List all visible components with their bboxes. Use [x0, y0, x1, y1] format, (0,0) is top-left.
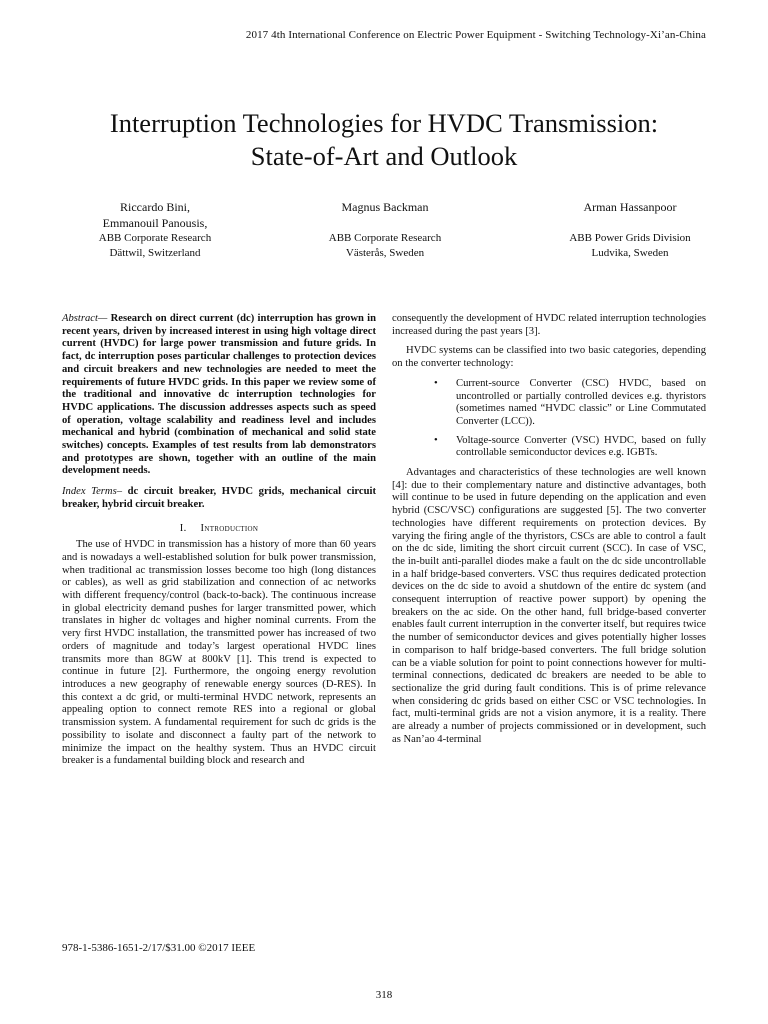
author-affiliation: ABB Corporate Research	[98, 232, 212, 244]
author-affiliation: ABB Corporate Research	[328, 232, 442, 244]
author-name: Riccardo Bini,	[120, 200, 190, 214]
author-name: Magnus Backman	[341, 200, 429, 214]
section-number: I.	[179, 522, 187, 534]
right-column	[392, 313, 706, 754]
bullet-icon: •	[434, 434, 438, 446]
author-location: Västerås, Sweden	[345, 247, 425, 259]
author-1	[60, 199, 250, 261]
author-affiliation: ABB Power Grids Division	[569, 232, 691, 244]
intro-paragraph: The use of HVDC in transmission has a history of more than 60 years and is nowadays a well-established solution for bulk power transmission, when traditional ac transmission losses become too high (long distances or cables), as well as grid stabilization and connection of ac networks with different frequency/control (back-to-back). The continuous increase in global electricity demand pushes for larger transmitted power, which translates in higher dc voltages and higher nominal currents. From the very first HVDC installation, the transmitted power has increased of two orders of magnitude and today’s largest operational HVDC lines transmits more than 8GW at 800kV [1]. This trend is expected to continue in future [2]. Furthermore, the ongoing energy revolution introduces a new geography of renewable energy sources (D-RES). In this context a dc grid, or multi-terminal HVDC network, represents an appealing option to connect remote RES into a regional or global transmission system. A fundamental requirement for such dc grids is the possibility to isolate and disconnect a faulty part of the network to minimize the impact on the healthy system. Thus an HVDC circuit breaker is a fundamental building block and research and	[62, 539, 376, 767]
list-item-text: Current-source Converter (CSC) HVDC, based on uncontrolled or partially controlled devices e.g. thyristors (sometimes named “HVDC classic” or Line Commutated Converter (LCC)).	[456, 377, 706, 427]
author-2	[290, 199, 480, 261]
abstract-lead: Abstract—	[62, 313, 108, 324]
list-item	[392, 378, 706, 429]
index-terms	[62, 486, 376, 511]
index-terms-text: dc circuit breaker, HVDC grids, mechanical circuit breaker, hybrid circuit breaker.	[62, 486, 376, 510]
conference-header: 2017 4th International Conference on Electric Power Equipment - Switching Technology-Xi’an-China	[245, 29, 706, 41]
author-location: Ludvika, Sweden	[591, 247, 669, 259]
section-heading-introduction	[62, 523, 376, 536]
paragraph: Advantages and characteristics of these technologies are well known [4]: due to their complementary nature and distinctive advantages, both will continue to be used in future depending on the application and even hybrid (CSC/VSC) configurations are suggested [5]. The two converter technologies have different requirements on protection devices. By varying the firing angle of the thyristors, CSCs are able to control a fault on the dc side, limiting the short circuit current (SCC). In case of VSC, the in-built anti-parallel diodes make a fault on the dc side uncontrollable in a half bridge-based converters. VSC thus requires dedicated protection devices on the dc side to avoid a shutdown of the entire dc system (and consequent interruption of reactive power support) by opening the breakers on the ac side. On the other hand, full bridge-based converter enables fault current interruption in the converter itself, but requires twice the number of semiconductor devices and gives potentially higher losses in comparison to half bridge-based converters. The full bridge solution can be a viable solution for point to point connections however for multi-terminal connections, dedicated dc breakers are needed to be able to sectionalize the grid during fault conditions. This is of prime relevance when considering dc grids based on either CSC or VSC technologies. In fact, multi-terminal grids are not a vision anymore, it is a reality. There are already a number of projects commissioned or in development, such as Nan’ao 4-terminal	[392, 467, 706, 745]
index-terms-lead: Index Terms–	[62, 486, 122, 498]
author-block	[0, 199, 768, 269]
author-location: Dättwil, Switzerland	[109, 247, 201, 259]
list-item-text: Voltage-source Converter (VSC) HVDC, based on fully controllable semiconductor devices e.g. IGBTs.	[456, 434, 706, 459]
abstract	[62, 313, 376, 478]
page-number: 318	[375, 989, 393, 1001]
section-title: Introduction	[200, 522, 259, 534]
left-column	[62, 313, 376, 775]
copyright-footer: 978-1-5386-1651-2/17/$31.00 ©2017 IEEE	[62, 942, 256, 954]
title-line-1: Interruption Technologies for HVDC Transmission:	[109, 108, 659, 138]
bullet-icon: •	[434, 377, 438, 389]
paragraph: HVDC systems can be classified into two basic categories, depending on the converter technology:	[392, 345, 706, 370]
title-line-2: State-of-Art and Outlook	[250, 141, 518, 171]
abstract-text: Research on direct current (dc) interruption has grown in recent years, driven by increased interest in using high voltage direct current (HVDC) for large power transmission and future grids. In fact, dc interruption poses particular challenges to protection devices and circuit breakers and new technologies are needed to meet the requirements of future HVDC grids. In this paper we review some of the traditional and innovative dc interruption technologies for HVDC applications. The discussion addresses aspects such as speed of operation, voltage scalability and readiness level and includes mechanical and hybrid (combination of mechanical and solid state switches) concepts. Examples of test results from lab demonstrators and prototypes are shown, together with an outline of the main development needs.	[62, 313, 376, 477]
author-name: Arman Hassanpoor	[583, 200, 677, 214]
list-item	[392, 435, 706, 460]
author-name: Emmanouil Panousis,	[102, 216, 208, 230]
converter-list	[392, 378, 706, 460]
paragraph: consequently the development of HVDC related interruption technologies increased during the past years [3].	[392, 313, 706, 337]
paper-title	[40, 107, 728, 173]
author-3	[530, 199, 730, 261]
